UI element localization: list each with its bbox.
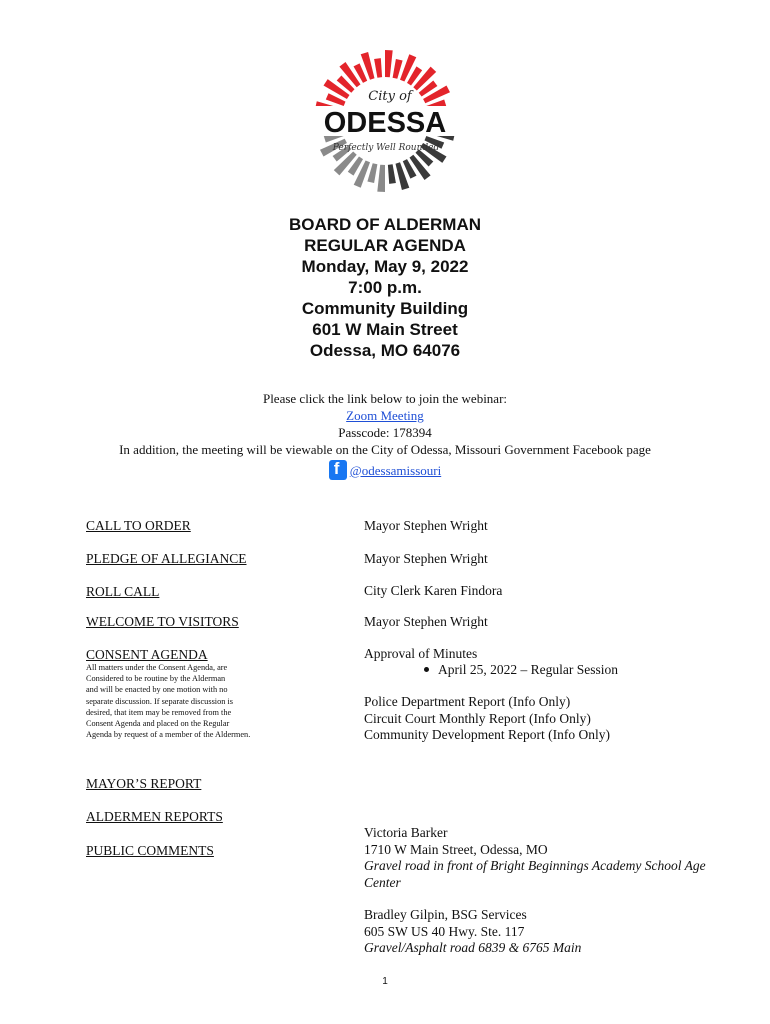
speaker-topic-cont: Center bbox=[364, 874, 401, 890]
speaker-name: Victoria Barker bbox=[364, 825, 448, 840]
consent-agenda-heading: CONSENT AGENDA bbox=[86, 647, 208, 662]
logo-ray bbox=[377, 165, 385, 192]
bullet-icon bbox=[424, 667, 429, 672]
webinar-passcode: Passcode: 178394 bbox=[338, 425, 432, 440]
public-comment-speaker-1 bbox=[364, 825, 706, 891]
minutes-item-text: April 25, 2022 – Regular Session bbox=[438, 662, 618, 677]
webinar-intro: Please click the link below to join the webinar: bbox=[262, 391, 508, 406]
pledge-presenter: Mayor Stephen Wright bbox=[364, 551, 488, 566]
logo-ray bbox=[388, 164, 396, 184]
speaker-topic: Gravel road in front of Bright Beginnings Academy School Age bbox=[364, 858, 706, 873]
consent-note-line: Consent Agenda and placed on the Regular bbox=[86, 719, 230, 729]
consent-note-line: and will be enacted by one motion with no bbox=[86, 685, 228, 695]
webinar-info bbox=[0, 390, 770, 484]
speaker-address: 605 SW US 40 Hwy. Ste. 117 bbox=[364, 923, 525, 939]
welcome-heading: WELCOME TO VISITORS bbox=[86, 614, 239, 629]
city-of-odessa-logo bbox=[312, 46, 458, 196]
facebook-note: In addition, the meeting will be viewable on the City of Odessa, Missouri Government Facebook page bbox=[119, 442, 651, 457]
facebook-icon: f bbox=[329, 460, 347, 480]
welcome-presenter: Mayor Stephen Wright bbox=[364, 614, 488, 629]
meeting-date: Monday, May 9, 2022 bbox=[301, 257, 469, 276]
facebook-handle-link[interactable]: @odessamissouri bbox=[349, 462, 442, 478]
meeting-time: 7:00 p.m. bbox=[348, 278, 422, 297]
consent-note-line: Agenda by request of a member of the Aldermen. bbox=[86, 730, 251, 740]
agenda-type: REGULAR AGENDA bbox=[304, 236, 466, 255]
page-number: 1 bbox=[382, 976, 388, 987]
venue-street: 601 W Main Street bbox=[312, 320, 458, 339]
logo-ray bbox=[385, 50, 393, 77]
consent-note-line: All matters under the Consent Agenda, are bbox=[86, 663, 228, 672]
board-title: BOARD OF ALDERMAN bbox=[288, 215, 482, 234]
logo-ray bbox=[374, 58, 382, 78]
consent-agenda-note bbox=[86, 662, 306, 740]
police-report: Police Department Report (Info Only) bbox=[364, 694, 571, 709]
pledge-heading: PLEDGE OF ALLEGIANCE bbox=[86, 551, 247, 566]
community-dev-report: Community Development Report (Info Only) bbox=[364, 727, 610, 742]
logo-name: ODESSA bbox=[323, 107, 447, 139]
meeting-venue: Community Building bbox=[301, 299, 469, 318]
zoom-meeting-link[interactable]: Zoom Meeting bbox=[346, 408, 424, 423]
logo-tagline: Perfectly Well Rounded bbox=[332, 143, 440, 153]
consent-reports bbox=[364, 694, 610, 744]
court-report: Circuit Court Monthly Report (Info Only) bbox=[364, 710, 591, 726]
logo-script-text: City of bbox=[368, 89, 412, 104]
speaker-address: 1710 W Main Street, Odessa, MO bbox=[364, 841, 548, 857]
roll-call-heading: ROLL CALL bbox=[86, 584, 160, 599]
consent-note-line: separate discussion. If separate discussion is bbox=[86, 696, 234, 706]
speaker-topic: Gravel/Asphalt road 6839 & 6765 Main bbox=[364, 940, 582, 955]
minutes-bullet-item bbox=[424, 661, 618, 678]
call-to-order-presenter: Mayor Stephen Wright bbox=[364, 518, 488, 533]
aldermen-reports-heading: ALDERMEN REPORTS bbox=[86, 809, 223, 824]
mayors-report-heading: MAYOR’S REPORT bbox=[86, 776, 202, 791]
public-comment-speaker-2 bbox=[364, 907, 581, 957]
agenda-header bbox=[0, 214, 770, 361]
approval-of-minutes: Approval of Minutes bbox=[364, 646, 478, 661]
roll-call-presenter: City Clerk Karen Findora bbox=[364, 583, 503, 598]
consent-note-line: Considered to be routine by the Alderman bbox=[86, 674, 226, 684]
consent-note-line: desired, that item may be removed from the bbox=[86, 707, 232, 717]
call-to-order-heading: CALL TO ORDER bbox=[86, 518, 191, 533]
speaker-name: Bradley Gilpin, BSG Services bbox=[364, 907, 527, 922]
logo-ray bbox=[393, 59, 403, 79]
logo-ray bbox=[367, 163, 377, 183]
venue-city: Odessa, MO 64076 bbox=[309, 341, 461, 360]
public-comments-heading: PUBLIC COMMENTS bbox=[86, 843, 214, 858]
